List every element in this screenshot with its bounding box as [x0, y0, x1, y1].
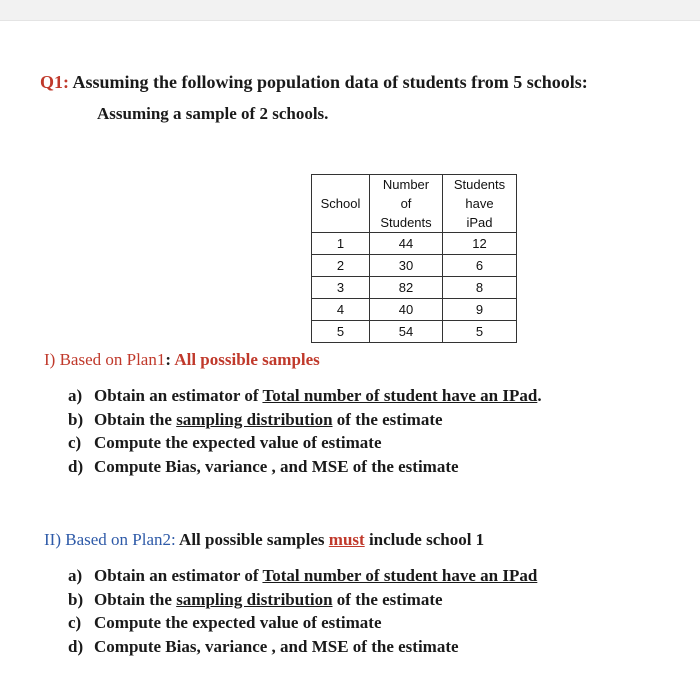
item-text-end: of the estimate — [332, 589, 443, 609]
item-letter: d) — [68, 456, 84, 476]
item-letter: c) — [68, 613, 82, 632]
cell-students: 30 — [370, 255, 443, 277]
cell-school: 5 — [312, 321, 370, 343]
plan2-heading — [44, 530, 484, 550]
cell-school: 2 — [312, 255, 370, 277]
top-bar — [0, 0, 700, 21]
question-text: Assuming the following population data of students from 5 schools: — [69, 72, 588, 92]
item-text: Compute the expected value of estimate — [94, 433, 382, 452]
list-item — [68, 384, 542, 408]
item-text: Obtain the — [94, 409, 177, 429]
table-row — [312, 321, 517, 343]
table-row — [312, 299, 517, 321]
list-item — [68, 588, 537, 612]
list-item — [68, 408, 542, 432]
plan1-prefix: I) Based on Plan1 — [44, 350, 166, 369]
item-letter: d) — [68, 636, 84, 656]
header-ipad-line: have — [465, 196, 494, 211]
item-letter: b) — [68, 409, 84, 429]
table-row — [312, 233, 517, 255]
item-text-end: . — [537, 386, 542, 405]
plan2-must: must — [328, 530, 365, 549]
cell-ipad: 6 — [443, 255, 517, 277]
plan1-rest: All possible samples — [171, 350, 320, 369]
item-text: Compute Bias, variance , and MSE of the estimate — [94, 456, 459, 476]
plan2-mid: All possible samples — [175, 530, 329, 549]
population-table — [311, 174, 517, 343]
item-underlined: Total number of student have an IPad — [262, 566, 538, 585]
cell-students: 44 — [370, 233, 443, 255]
list-item — [68, 431, 542, 455]
item-letter: b) — [68, 589, 84, 609]
plan1-task-list — [68, 384, 542, 478]
cell-ipad: 12 — [443, 233, 517, 255]
table-row — [312, 277, 517, 299]
table-header-row — [312, 175, 517, 233]
header-students-have-ipad — [443, 175, 517, 233]
question-heading — [40, 72, 588, 93]
cell-students: 40 — [370, 299, 443, 321]
header-students-line: Students — [380, 215, 432, 230]
cell-students: 54 — [370, 321, 443, 343]
table-row — [312, 255, 517, 277]
header-ipad-line: Students — [453, 177, 506, 192]
header-students-line: Number — [382, 177, 430, 192]
header-ipad-line: iPad — [466, 215, 493, 230]
item-text: Compute the expected value of estimate — [94, 613, 382, 632]
question-subtext: Assuming a sample of 2 schools. — [97, 104, 329, 123]
item-text: Compute Bias, variance , and MSE of the estimate — [94, 636, 459, 656]
cell-students: 82 — [370, 277, 443, 299]
list-item — [68, 455, 542, 479]
item-letter: c) — [68, 433, 82, 452]
cell-school: 1 — [312, 233, 370, 255]
item-underlined: sampling distribution — [176, 589, 333, 609]
header-number-of-students — [370, 175, 443, 233]
item-underlined: Total number of student have an IPad — [262, 386, 538, 405]
list-item — [68, 635, 537, 659]
list-item — [68, 611, 537, 635]
cell-school: 4 — [312, 299, 370, 321]
item-letter: a) — [68, 566, 83, 585]
plan2-task-list — [68, 564, 537, 658]
header-students-line: of — [400, 196, 412, 211]
cell-ipad: 9 — [443, 299, 517, 321]
plan1-heading — [44, 350, 320, 370]
plan2-prefix: II) Based on Plan2: — [44, 530, 176, 549]
list-item — [68, 564, 537, 588]
item-text-end: of the estimate — [332, 409, 443, 429]
item-underlined: sampling distribution — [176, 409, 333, 429]
item-text: Obtain the — [94, 589, 177, 609]
cell-ipad: 8 — [443, 277, 517, 299]
plan2-rest: include school 1 — [364, 530, 485, 549]
item-text: Obtain an estimator of — [94, 386, 263, 405]
header-school: School — [312, 175, 370, 233]
item-letter: a) — [68, 386, 83, 405]
item-text: Obtain an estimator of — [94, 566, 263, 585]
plan1-colon: : — [165, 350, 172, 369]
cell-ipad: 5 — [443, 321, 517, 343]
cell-school: 3 — [312, 277, 370, 299]
question-label: Q1: — [40, 72, 69, 92]
